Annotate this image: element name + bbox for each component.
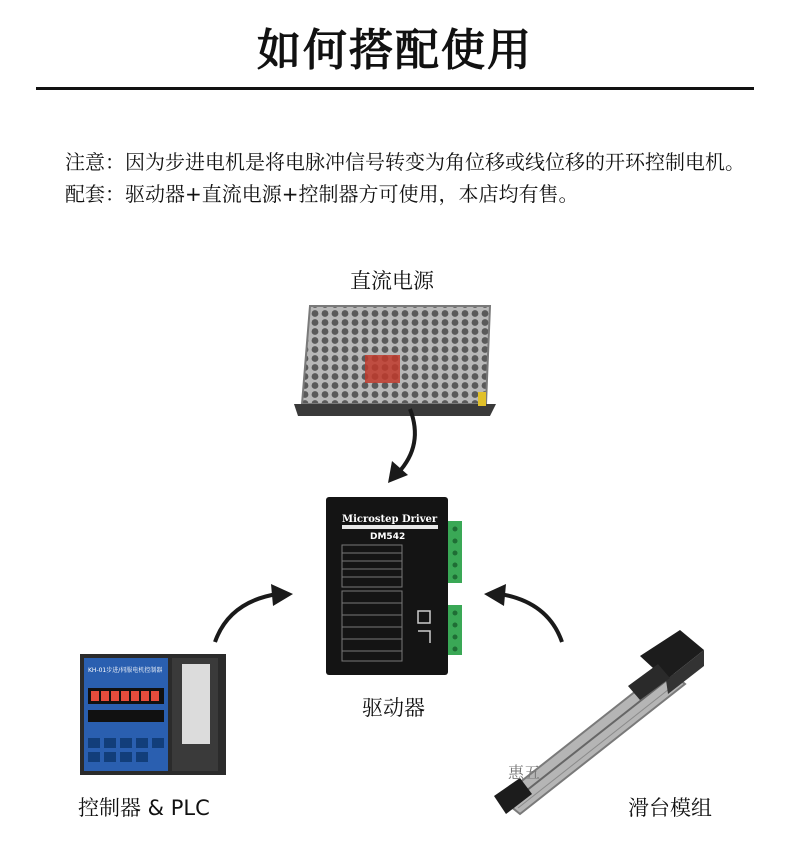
- driver-image: [322, 493, 470, 681]
- driver-model-text: DM542: [370, 532, 406, 542]
- arrow-controller-to-driver: [205, 580, 300, 650]
- controller-panel-text: KH-01步进/伺服电机控制器: [88, 667, 163, 674]
- page-title: 如何搭配使用: [257, 25, 533, 76]
- power-supply-label: 直流电源: [350, 269, 434, 293]
- power-supply-image: [290, 300, 500, 420]
- title-divider: [36, 87, 754, 90]
- driver-brand-text: Microstep Driver: [342, 514, 438, 525]
- arrow-power-to-driver: [380, 405, 430, 490]
- slide-module-label: 滑台模组: [628, 796, 712, 820]
- watermark-text: 惠五: [508, 763, 541, 782]
- controller-label: 控制器 & PLC: [78, 796, 210, 820]
- controller-image: [78, 652, 228, 777]
- note-paragraph: 注意：因为步进电机是将电脉冲信号转变为角位移或线位移的开环控制电机。配套：驱动器+直流电源+控制器方可使用，本店均有售。: [65, 150, 745, 206]
- driver-label: 驱动器: [362, 696, 425, 720]
